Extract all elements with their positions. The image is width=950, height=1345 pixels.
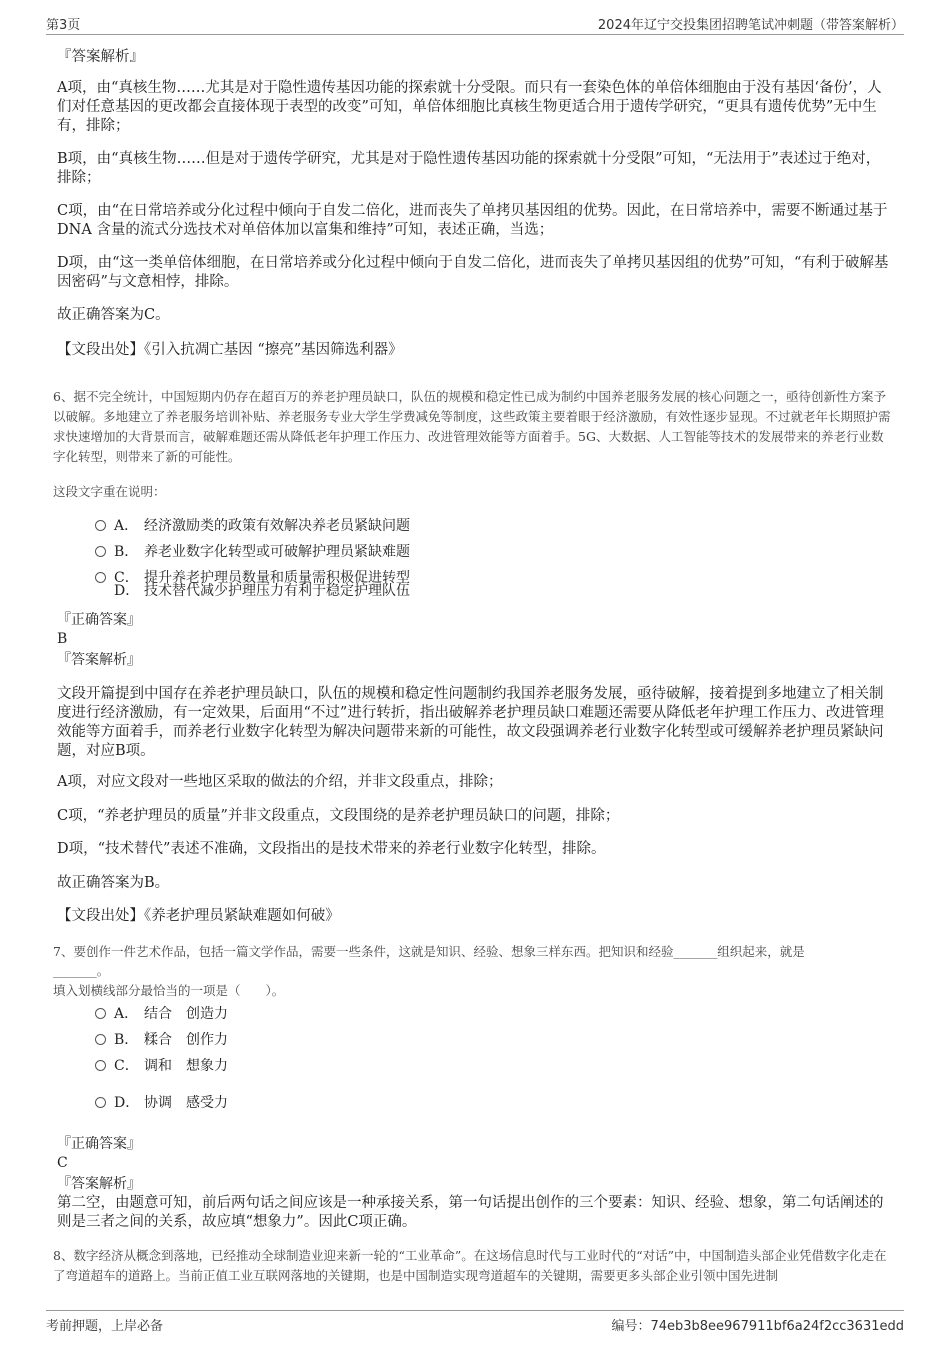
q5-analysis-title: 『答案解析』: [57, 49, 144, 65]
q6-stem: 6、据不完全统计，中国短期内仍存在超百万的养老护理员缺口，队伍的规模和稳定性已成为制约中国养老服务发展的核心问题之一，亟待创新性方案予以破解。多地建立了养老服务培训补贴、养老服务专业大学生学费减免等制度，这些政策主要着眼于经济激励，有效性逐步显现。不过就老年长期照护需求快速增加的大背景而言，破解难题还需从降低老年护理工作压力、改进管理效能等方面着手。5G、大数据、人工智能等技术的发展带来的养老行业数字化转型，则带来了新的可能性。: [53, 389, 891, 464]
q5-analysis-d: D项，由“这一类单倍体细胞，在日常培养或分化过程中倾向于自发二倍化，进而丧失了单拷贝基因组的优势”可知，“有利于破解基因密码”与文意相悖，排除。: [57, 255, 889, 290]
q6-source: 【文段出处】《养老护理员紧缺难题如何破》: [57, 908, 340, 924]
document-code: 编号：74eb3b8ee967911bf6a24f2cc3631edd: [611, 1319, 904, 1334]
radio-icon[interactable]: [95, 546, 106, 557]
radio-icon[interactable]: [95, 572, 106, 583]
radio-icon[interactable]: [95, 1060, 106, 1071]
option-letter: B．: [114, 1032, 139, 1048]
q5-analysis-b: B项，由“真核生物……但是对于遗传学研究，尤其是对于隐性遗传基因功能的探索就十分受限”可知，“无法用于”表述过于绝对，排除；: [57, 151, 881, 186]
q6-analysis: 文段开篇提到中国存在养老护理员缺口，队伍的规模和稳定性问题制约我国养老服务发展，亟待破解，接着提到多地建立了相关制度进行经济激励，有一定效果，后面用“不过”进行转折，指出破解养老护理员缺口难题还需要从降低老年护理工作压力、改进管理效能等方面着手，而养老行业数字化转型为解决问题带来新的可能性，故文段强调养老行业数字化转型或可缓解养老护理员紧缺问题，对应B项。: [57, 686, 884, 759]
q6-analysis-c: C项，“养老护理员的质量”并非文段重点，文段围绕的是养老护理员缺口的问题，排除；: [57, 808, 620, 824]
q7-analysis-title: 『答案解析』: [57, 1176, 141, 1192]
q6-analysis-d: D项，“技术替代”表述不准确，文段指出的是技术带来的养老行业数字化转型，排除。: [57, 841, 606, 857]
option-text: 养老业数字化转型或可破解护理员紧缺难题: [144, 544, 410, 560]
q5-source: 【文段出处】《引入抗凋亡基因 “擦亮”基因筛选利器》: [57, 342, 403, 358]
q7-stem-line1: 7、要创作一件艺术作品，包括一篇文学作品，需要一些条件，这就是知识、经验、想象三样东西。把知识和经验_______组织起来，就是: [53, 944, 805, 959]
q7-option-b[interactable]: [95, 1031, 228, 1049]
option-text: 协调 感受力: [144, 1095, 228, 1111]
q6-prompt: 这段文字重在说明：: [53, 484, 166, 499]
q7-correct-title: 『正确答案』: [57, 1136, 141, 1152]
q5-analysis-c: C项，由“在日常培养或分化过程中倾向于自发二倍化，进而丧失了单拷贝基因组的优势。因此，在日常培养中，需要不断通过基于DNA 含量的流式分选技术对单倍体加以富集和维持”可知，表述正确，当选；: [57, 203, 888, 238]
option-letter: A．: [114, 518, 139, 534]
option-text: 提升养老护理员数量和质量需积极促进转型: [144, 570, 410, 586]
page-number: 第3页: [46, 18, 81, 33]
page-footer: [46, 1310, 904, 1335]
option-letter: D．: [114, 583, 140, 599]
q7-option-a[interactable]: [95, 1005, 228, 1023]
q6-option-a[interactable]: [95, 517, 410, 535]
q5-analysis-a: A项，由“真核生物……尤其是对于隐性遗传基因功能的探索就十分受限。而只有一套染色体的单倍体细胞由于没有基因‘备份’，人们对任意基因的更改都会直接体现于表型的改变”可知，单倍体细胞比真核生物更适合用于遗传学研究，“更具有遗传优势”无中生有，排除；: [57, 80, 882, 134]
q6-conclusion: 故正确答案为B。: [57, 875, 170, 891]
option-letter: C．: [114, 570, 139, 586]
q6-analysis-a: A项，对应文段对一些地区采取的做法的介绍，并非文段重点，排除；: [57, 774, 503, 790]
radio-icon[interactable]: [95, 1034, 106, 1045]
option-letter: C．: [114, 1058, 139, 1074]
q7-stem-line2: _______。: [53, 963, 110, 978]
option-letter: B．: [114, 544, 139, 560]
option-letter: A．: [114, 1006, 139, 1022]
q6-option-d[interactable]: [95, 582, 410, 600]
q7-analysis: 第二空，由题意可知，前后两句话之间应该是一种承接关系，第一句话提出创作的三个要素：知识、经验、想象，第二句话阐述的则是三者之间的关系，故应填“想象力”。因此C项正确。: [57, 1195, 884, 1230]
radio-icon[interactable]: [95, 520, 106, 531]
option-text: 调和 想象力: [144, 1058, 228, 1074]
page-header: [46, 12, 904, 35]
q6-correct-title: 『正确答案』: [57, 612, 141, 628]
q6-correct-answer: B: [57, 631, 68, 647]
q7-option-d[interactable]: [95, 1094, 228, 1112]
option-text: 经济激励类的政策有效解决养老员紧缺问题: [144, 518, 410, 534]
document-title: 2024年辽宁交投集团招聘笔试冲刺题（带答案解析）: [597, 18, 904, 33]
option-text: 结合 创造力: [144, 1006, 228, 1022]
q7-prompt: 填入划横线部分最恰当的一项是（ ）。: [53, 983, 285, 998]
q6-option-b[interactable]: [95, 543, 410, 561]
radio-icon[interactable]: [95, 1097, 106, 1108]
option-text: 糅合 创作力: [144, 1032, 228, 1048]
q7-correct-answer: C: [57, 1155, 68, 1171]
q5-conclusion: 故正确答案为C。: [57, 307, 170, 323]
q7-option-c[interactable]: [95, 1057, 228, 1075]
option-text: 技术替代减少护理压力有利于稳定护理队伍: [144, 583, 410, 599]
footer-slogan: 考前押题，上岸必备: [46, 1319, 164, 1334]
option-letter: D．: [114, 1095, 140, 1111]
radio-icon[interactable]: [95, 1008, 106, 1019]
q8-stem: 8、数字经济从概念到落地，已经推动全球制造业迎来新一轮的“工业革命”。在这场信息时代与工业时代的“对话”中，中国制造头部企业凭借数字化走在了弯道超车的道路上。当前正值工业互联网落地的关键期，也是中国制造实现弯道超车的关键期，需要更多头部企业引领中国先进制: [53, 1248, 887, 1283]
q6-analysis-title: 『答案解析』: [57, 652, 141, 668]
